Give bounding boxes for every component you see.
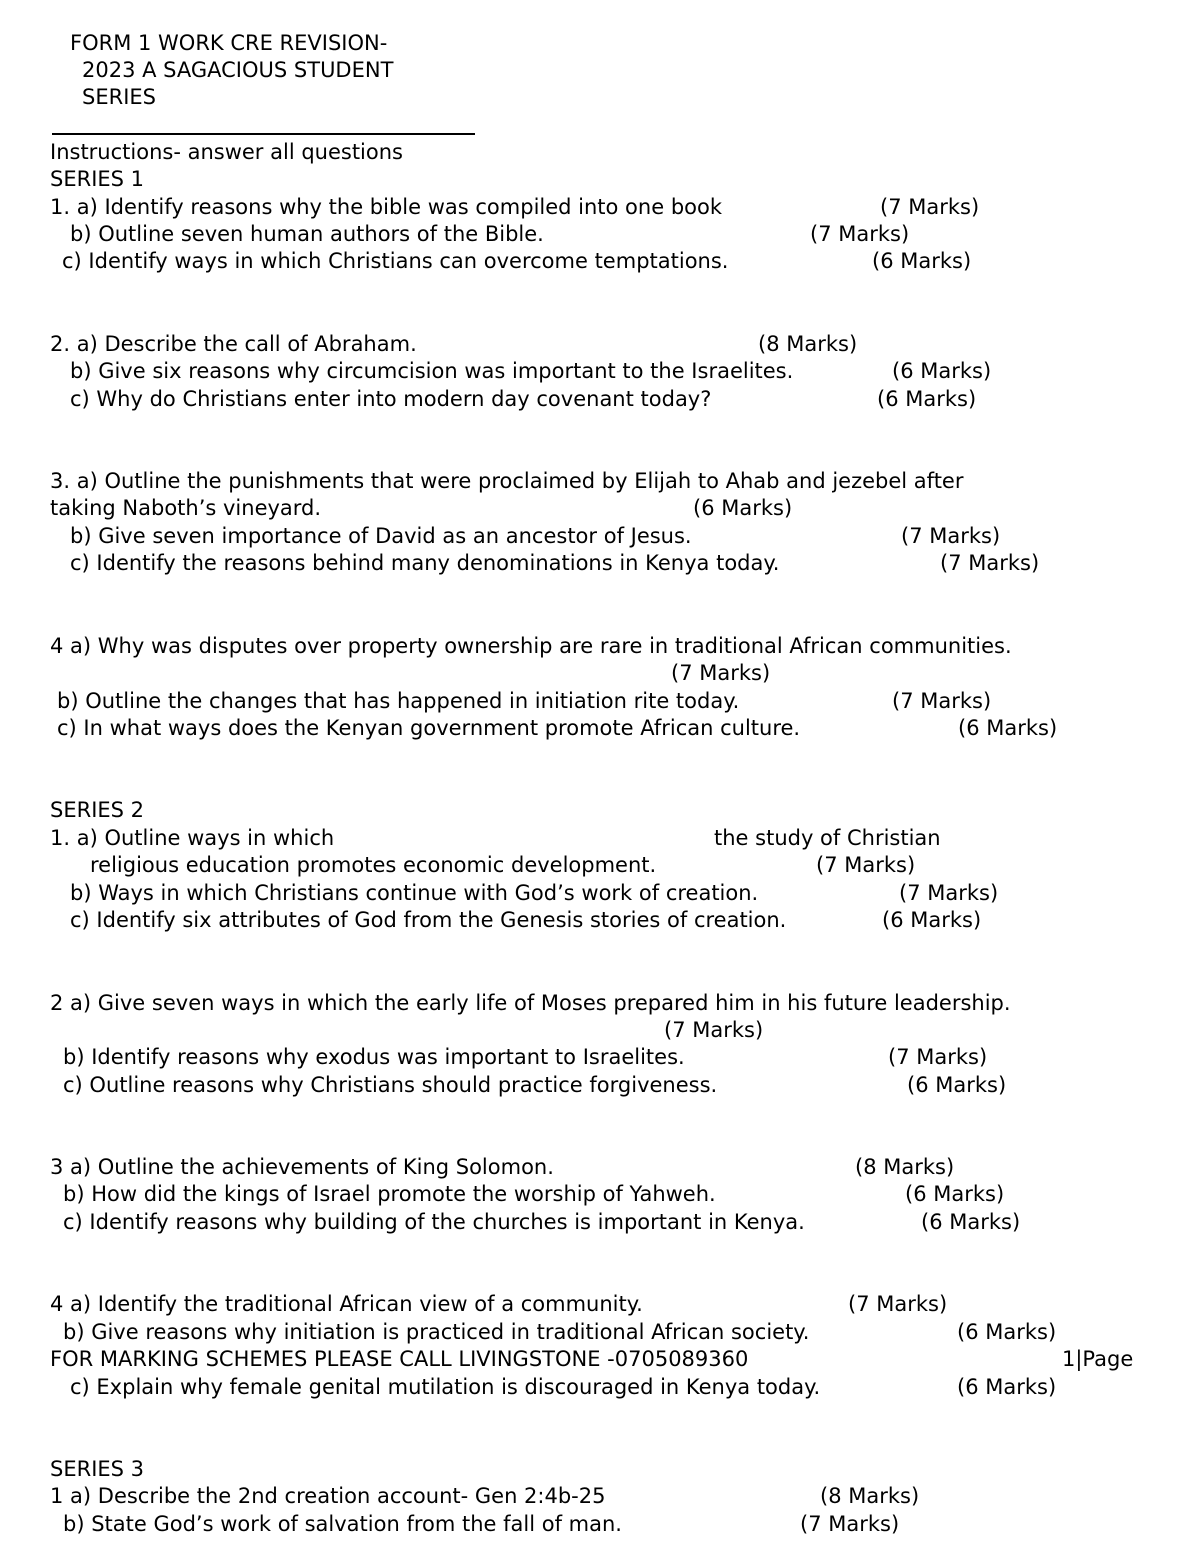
s1-q1b: b) Outline seven human authors of the Bible. — [70, 222, 544, 246]
doc-title-line-1: FORM 1 WORK CRE REVISION- — [70, 31, 388, 55]
s2-q4c: c) Explain why female genital mutilation is discouraged in Kenya today. — [70, 1375, 821, 1399]
s1-q2c: c) Why do Christians enter into modern day covenant today? — [70, 387, 712, 411]
s2-q1a-line-1b: the study of Christian — [714, 826, 941, 850]
series-3-heading: SERIES 3 — [50, 1457, 145, 1481]
s1-q2b-marks: (6 Marks) — [892, 359, 992, 383]
s1-q3a-line-2: taking Naboth’s vineyard. — [50, 496, 322, 520]
s1-q1c-marks: (6 Marks) — [872, 249, 972, 273]
s1-q2c-marks: (6 Marks) — [877, 387, 977, 411]
s1-q3c-marks: (7 Marks) — [940, 551, 1040, 575]
s2-q4c-marks: (6 Marks) — [957, 1375, 1057, 1399]
s1-q3b: b) Give seven importance of David as an ancestor of Jesus. — [70, 524, 692, 548]
s2-q1c-marks: (6 Marks) — [882, 908, 982, 932]
s2-q2b: b) Identify reasons why exodus was important to Israelites. — [63, 1045, 685, 1069]
s1-q1c: c) Identify ways in which Christians can overcome temptations. — [62, 249, 729, 273]
s1-q4b: b) Outline the changes that has happened in initiation rite today. — [57, 689, 740, 713]
s2-q1a-line-1a: 1. a) Outline ways in which — [50, 826, 335, 850]
s1-q1b-marks: (7 Marks) — [810, 222, 910, 246]
s2-q4b-marks: (6 Marks) — [957, 1320, 1057, 1344]
s1-q3c: c) Identify the reasons behind many denominations in Kenya today. — [70, 551, 780, 575]
s1-q4a-marks: (7 Marks) — [671, 661, 771, 685]
s2-q1b: b) Ways in which Christians continue with God’s work of creation. — [70, 881, 759, 905]
s2-q2a-marks: (7 Marks) — [664, 1018, 764, 1042]
s2-q2a: 2 a) Give seven ways in which the early life of Moses prepared him in his future leadership. — [50, 991, 1011, 1015]
s1-q3a-marks: (6 Marks) — [693, 496, 793, 520]
s1-q2b: b) Give six reasons why circumcision was important to the Israelites. — [70, 359, 794, 383]
s2-q4a: 4 a) Identify the traditional African view of a community. — [50, 1292, 643, 1316]
s2-q3b-marks: (6 Marks) — [905, 1182, 1005, 1206]
footer-contact: FOR MARKING SCHEMES PLEASE CALL LIVINGSTONE -0705089360 — [50, 1347, 749, 1371]
s2-q2c: c) Outline reasons why Christians should practice forgiveness. — [63, 1073, 718, 1097]
s2-q1b-marks: (7 Marks) — [899, 881, 999, 905]
s1-q2a: 2. a) Describe the call of Abraham. — [50, 332, 417, 356]
s1-q4c-marks: (6 Marks) — [958, 716, 1058, 740]
s1-q1a: 1. a) Identify reasons why the bible was compiled into one book — [50, 195, 722, 219]
s2-q3a-marks: (8 Marks) — [855, 1155, 955, 1179]
instructions: Instructions- answer all questions — [50, 140, 403, 164]
s3-q1b: b) State God’s work of salvation from the fall of man. — [63, 1512, 622, 1536]
s1-q3a-line-1: 3. a) Outline the punishments that were proclaimed by Elijah to Ahab and jezebel after — [50, 469, 964, 493]
s2-q3b: b) How did the kings of Israel promote the worship of Yahweh. — [63, 1182, 716, 1206]
s3-q1a: 1 a) Describe the 2nd creation account- Gen 2:4b-25 — [50, 1484, 606, 1508]
s2-q4b: b) Give reasons why initiation is practiced in traditional African society. — [63, 1320, 810, 1344]
s3-q1b-marks: (7 Marks) — [800, 1512, 900, 1536]
s1-q3b-marks: (7 Marks) — [901, 524, 1001, 548]
doc-title-line-2: 2023 A SAGACIOUS STUDENT — [82, 58, 394, 82]
s1-q2a-marks: (8 Marks) — [758, 332, 858, 356]
s1-q4c: c) In what ways does the Kenyan government promote African culture. — [57, 716, 801, 740]
s2-q3c: c) Identify reasons why building of the churches is important in Kenya. — [63, 1210, 805, 1234]
doc-title-line-3: SERIES — [82, 85, 156, 109]
s2-q1a-marks: (7 Marks) — [816, 853, 916, 877]
s2-q2b-marks: (7 Marks) — [888, 1045, 988, 1069]
series-1-heading: SERIES 1 — [50, 167, 145, 191]
s2-q3a: 3 a) Outline the achievements of King Solomon. — [50, 1155, 554, 1179]
s1-q4b-marks: (7 Marks) — [892, 689, 992, 713]
s1-q1a-marks: (7 Marks) — [880, 195, 980, 219]
series-2-heading: SERIES 2 — [50, 798, 145, 822]
s3-q1a-marks: (8 Marks) — [820, 1484, 920, 1508]
s2-q1a-line-2: religious education promotes economic development. — [90, 853, 657, 877]
s2-q4a-marks: (7 Marks) — [848, 1292, 948, 1316]
title-underline — [52, 133, 475, 135]
s1-q4a: 4 a) Why was disputes over property ownership are rare in traditional African communities. — [50, 634, 1012, 658]
s2-q2c-marks: (6 Marks) — [907, 1073, 1007, 1097]
s2-q1c: c) Identify six attributes of God from the Genesis stories of creation. — [70, 908, 787, 932]
page-number: 1|Page — [1062, 1347, 1134, 1371]
s2-q3c-marks: (6 Marks) — [921, 1210, 1021, 1234]
